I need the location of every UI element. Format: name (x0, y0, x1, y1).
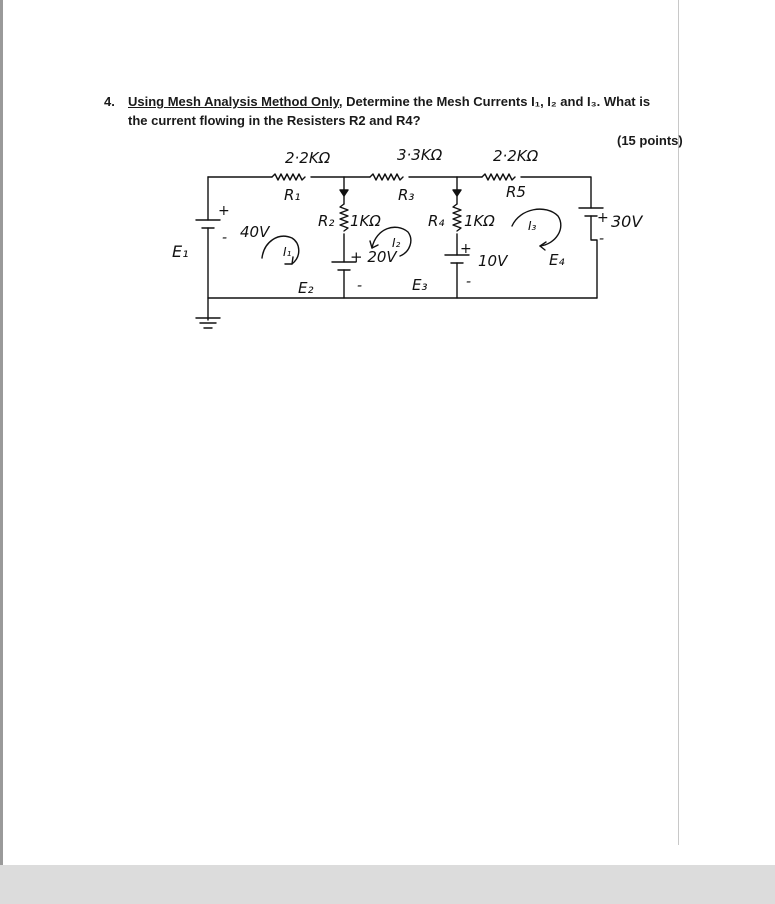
e1-name-label: E₁ (172, 242, 189, 261)
e4-minus: - (599, 231, 605, 247)
question-rest: , Determine the Mesh Currents I₁, I₂ and I₃. What is (338, 94, 651, 109)
e3-name-label: E₃ (412, 276, 428, 294)
r1-value-label: 2·2KΩ (285, 149, 331, 167)
r3-zigzag (370, 174, 403, 180)
question-number: 4. (104, 94, 115, 109)
e4-name-label: E₄ (549, 251, 565, 269)
e3-value-label: 10V (478, 252, 508, 270)
mesh-1-label: I₁ (283, 245, 292, 259)
e4-value-label: 30V (611, 212, 643, 231)
e1-plus: + (218, 203, 230, 219)
mesh-3-label: I₃ (528, 219, 537, 233)
r1-zigzag (272, 174, 305, 180)
r5-value-label: 2·2KΩ (493, 147, 539, 165)
r4-name-label: R₄ (428, 212, 445, 230)
r5-name-label: R5 (506, 183, 526, 201)
r4-value-label: 1KΩ (464, 212, 495, 230)
r2-zigzag (340, 204, 348, 231)
bottom-gray-band (0, 865, 775, 904)
r1-name-label: R₁ (284, 186, 301, 204)
e1-battery (196, 220, 220, 228)
r2-value-label: 1KΩ (350, 212, 381, 230)
e1-minus: - (222, 230, 228, 246)
r5-zigzag (482, 174, 515, 180)
mesh-2-label: I₂ (392, 236, 401, 250)
points-label: (15 points) (617, 133, 683, 148)
e2-name-label: E₂ (298, 279, 314, 297)
r3-value-label: 3·3KΩ (397, 146, 443, 164)
e4-plus: + (597, 210, 609, 226)
e1-value-label: 40V (240, 223, 270, 241)
r4-zigzag (453, 204, 461, 231)
r2-name-label: R₂ (318, 212, 335, 230)
e2-value-label: + 20V (350, 248, 397, 266)
e3-plus: + (460, 241, 472, 257)
e3-minus: - (466, 274, 472, 290)
r3-name-label: R₃ (398, 186, 415, 204)
question-line-2: the current flowing in the Resisters R2 and R4? (128, 113, 421, 128)
e2-minus: - (357, 278, 363, 294)
question-method: Using Mesh Analysis Method Only (128, 94, 339, 109)
mesh-3-arc (512, 209, 561, 246)
